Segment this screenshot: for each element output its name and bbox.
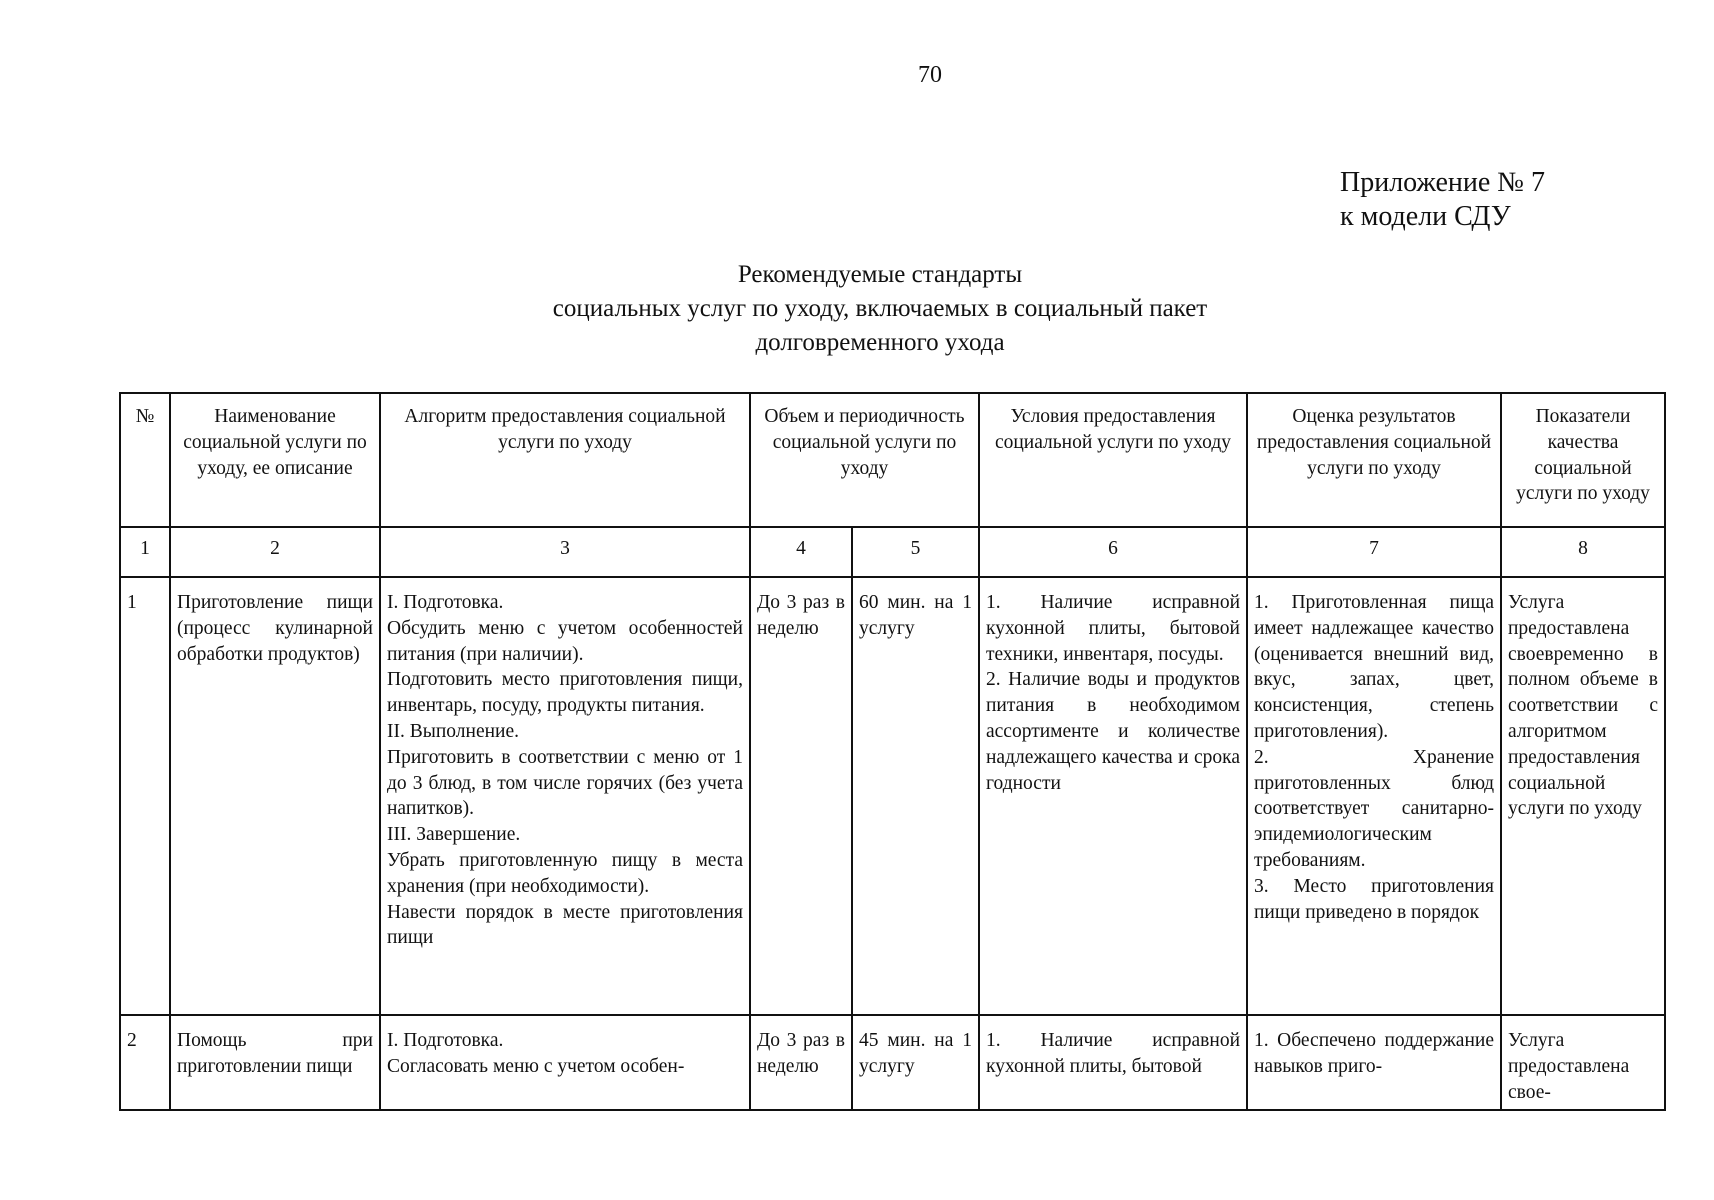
header-service-name: Наименование социальной услуги по уходу, ее описание (170, 393, 380, 527)
header-algorithm: Алгоритм предоставления социальной услуги по уходу (380, 393, 750, 527)
cell-num: 2 (120, 1015, 170, 1110)
title-line-1: Рекомендуемые стандарты (737, 261, 1023, 288)
header-conditions: Условия предоставления социальной услуги по уходу (979, 393, 1247, 527)
conditions-line: 1. Наличие исправной кухонной плиты, бытовой (986, 1030, 1240, 1077)
column-number: 8 (1501, 527, 1665, 577)
standards-table (119, 392, 1666, 1111)
column-number: 1 (120, 527, 170, 577)
cell-frequency: До 3 раз в неделю (750, 577, 852, 1015)
cell-num: 1 (120, 577, 170, 1015)
algorithm-line: Подготовить место приготовления пищи, инвентарь, посуду, продукты питания. (387, 669, 743, 717)
page-number: 70 (918, 62, 942, 88)
algorithm-line: Согласовать меню с учетом особен- (387, 1055, 685, 1077)
algorithm-line: Обсудить меню с учетом особенностей питания (при наличии). (387, 617, 743, 665)
title-line-2: социальных услуг по уходу, включаемых в социальный пакет (552, 295, 1208, 322)
algorithm-line: I. Подготовка. (387, 592, 504, 613)
column-number: 2 (170, 527, 380, 577)
cell-service-name: Приготовление пищи (процесс кулинарной обработки продуктов) (170, 577, 380, 1015)
cell-conditions (979, 577, 1247, 1015)
header-num: № (120, 393, 170, 527)
title-line-3: долговременного ухода (755, 329, 1005, 356)
column-number: 5 (852, 527, 979, 577)
algorithm-line: III. Завершение. (387, 824, 521, 846)
cell-evaluation (1247, 1015, 1501, 1110)
algorithm-line: Приготовить в соответствии с меню от 1 до 3 блюд, в том числе горячих (без учета напитков). (387, 746, 743, 820)
cell-algorithm (380, 577, 750, 1015)
algorithm-line: I. Подготовка. (387, 1030, 504, 1051)
evaluation-line: 2. Хранение приготовленных блюд соответствует санитарно-эпидемиологическим требованиям. (1254, 746, 1494, 871)
evaluation-line: 3. Место приготовления пищи приведено в порядок (1254, 875, 1494, 923)
cell-frequency: До 3 раз в неделю (750, 1015, 852, 1110)
table-header-row (120, 393, 1665, 527)
header-quality: Показатели качества социальной услуги по уходу (1501, 393, 1665, 527)
cell-conditions (979, 1015, 1247, 1110)
cell-quality: Услуга предоставлена свое- (1501, 1015, 1665, 1110)
header-volume-frequency: Объем и периодичность социальной услуги по уходу (750, 393, 979, 527)
cell-quality: Услуга предоставлена своевременно в полном объеме в соответствии с алгоритмом предоставления социальной услуги по уходу (1501, 577, 1665, 1015)
cell-duration: 45 мин. на 1 услугу (852, 1015, 979, 1110)
column-number: 3 (380, 527, 750, 577)
cell-duration: 60 мин. на 1 услугу (852, 577, 979, 1015)
conditions-line: 2. Наличие воды и продуктов питания в необходимом ассортименте и количестве надлежащего качества и срока годности (986, 669, 1240, 794)
evaluation-line: 1. Приготовленная пища имеет надлежащее качество (оценивается внешний вид, вкус, запах, цвет, консистенция, степень приготовления). (1254, 592, 1494, 742)
algorithm-line: Убрать приготовленную пищу в места хранения (при необходимости). (387, 849, 743, 897)
header-evaluation: Оценка результатов предоставления социальной услуги по уходу (1247, 393, 1501, 527)
appendix-line-2: к модели СДУ (1340, 201, 1511, 232)
column-number: 7 (1247, 527, 1501, 577)
column-number: 6 (979, 527, 1247, 577)
algorithm-line: II. Выполнение. (387, 720, 519, 742)
evaluation-line: 1. Обеспечено поддержание навыков приго- (1254, 1030, 1494, 1077)
cell-algorithm (380, 1015, 750, 1110)
appendix-reference (1340, 166, 1545, 234)
document-title (480, 258, 1280, 360)
cell-service-name: Помощь при приготовлении пищи (170, 1015, 380, 1110)
algorithm-line: Навести порядок в месте приготовления пищи (387, 901, 743, 949)
column-number: 4 (750, 527, 852, 577)
appendix-line-1: Приложение № 7 (1340, 167, 1545, 198)
table-row (120, 577, 1665, 1015)
table-row (120, 1015, 1665, 1110)
cell-evaluation (1247, 577, 1501, 1015)
column-number-row (120, 527, 1665, 577)
conditions-line: 1. Наличие исправной кухонной плиты, бытовой техники, инвентаря, посуды. (986, 592, 1240, 665)
